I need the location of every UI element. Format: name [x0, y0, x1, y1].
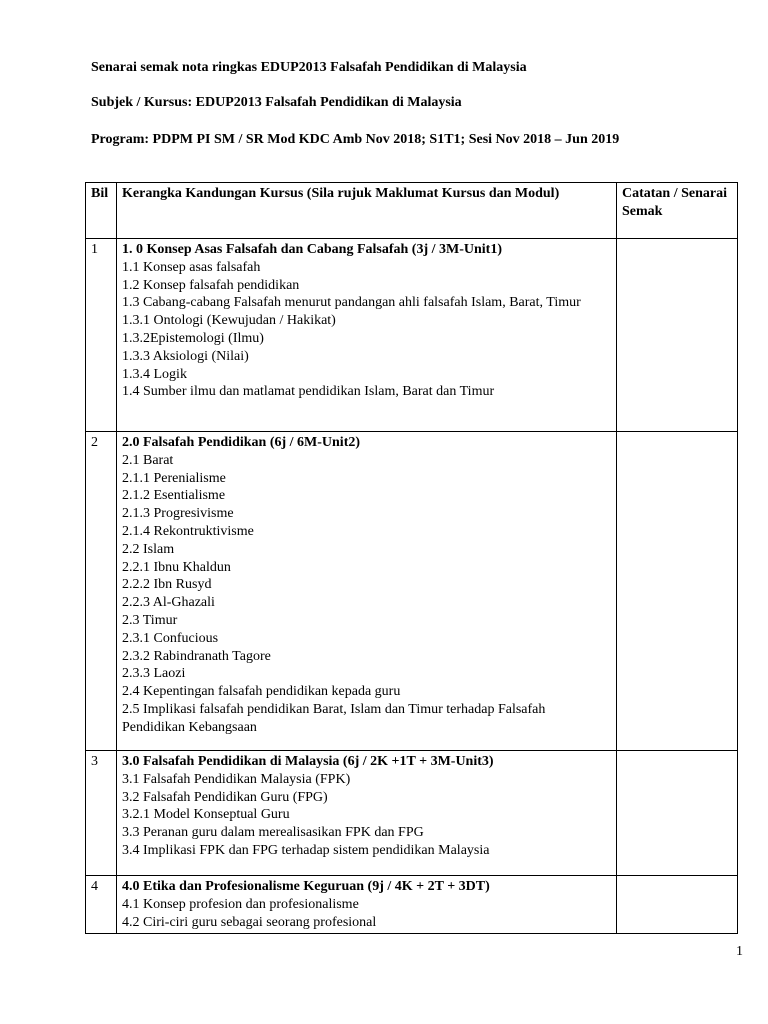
list-item: 2.2.1 Ibnu Khaldun — [122, 559, 231, 575]
list-item: 3.2.1 Model Konseptual Guru — [122, 807, 290, 823]
document-title: Senarai semak nota ringkas EDUP2013 Falsafah Pendidikan di Malaysia — [91, 60, 527, 75]
list-item: 1.3.4 Logik — [122, 366, 187, 382]
list-item: 2.3 Timur — [122, 612, 178, 628]
column-header-content: Kerangka Kandungan Kursus (Sila rujuk Maklumat Kursus dan Modul) — [117, 183, 617, 239]
list-item: 2.1.1 Perenialisme — [122, 470, 226, 486]
list-item: 1.2 Konsep falsafah pendidikan — [122, 277, 300, 293]
list-item: 2.1 Barat — [122, 452, 174, 468]
row-content — [117, 751, 617, 876]
list-item: 3.2 Falsafah Pendidikan Guru (FPG) — [122, 789, 328, 805]
program-line: Program: PDPM PI SM / SR Mod KDC Amb Nov 2018; S1T1; Sesi Nov 2018 – Jun 2019 — [91, 132, 620, 147]
list-item: 1.3.1 Ontologi (Kewujudan / Hakikat) — [122, 313, 336, 329]
list-item: 3.1 Falsafah Pendidikan Malaysia (FPK) — [122, 771, 351, 787]
notes-cell — [617, 432, 738, 751]
row-number: 3 — [86, 751, 117, 876]
notes-cell — [617, 751, 738, 876]
subject-line: Subjek / Kursus: EDUP2013 Falsafah Pendidikan di Malaysia — [91, 95, 462, 110]
table-header-row — [86, 183, 738, 239]
list-item: 2.2.2 Ibn Rusyd — [122, 577, 212, 593]
page-number: 1 — [736, 944, 743, 959]
list-item: 1.4 Sumber ilmu dan matlamat pendidikan Islam, Barat dan Timur — [122, 384, 495, 400]
section-title: 2.0 Falsafah Pendidikan (6j / 6M-Unit2) — [122, 435, 361, 450]
table-row — [86, 876, 738, 934]
list-item: 2.1.3 Progresivisme — [122, 506, 234, 522]
section-title: 4.0 Etika dan Profesionalisme Keguruan (9j / 4K + 2T + 3DT) — [122, 879, 490, 894]
list-item: 2.1.2 Esentialisme — [122, 488, 226, 504]
section-title: 1. 0 Konsep Asas Falsafah dan Cabang Falsafah (3j / 3M-Unit1) — [122, 242, 502, 257]
list-item: 1.3.3 Aksiologi (Nilai) — [122, 348, 249, 364]
list-item: 2.5 Implikasi falsafah pendidikan Barat, Islam dan Timur terhadap Falsafah Pendidikan Kebangsaan — [122, 701, 546, 735]
list-item: 2.3.1 Confucious — [122, 630, 219, 646]
list-item: 1.3 Cabang-cabang Falsafah menurut pandangan ahli falsafah Islam, Barat, Timur — [122, 295, 581, 311]
row-number: 1 — [86, 239, 117, 432]
row-number: 4 — [86, 876, 117, 934]
list-item: 2.2 Islam — [122, 541, 175, 557]
row-content — [117, 432, 617, 751]
column-header-notes: Catatan / Senarai Semak — [617, 183, 738, 239]
list-item: 2.1.4 Rekontruktivisme — [122, 523, 254, 539]
list-item: 3.3 Peranan guru dalam merealisasikan FPK dan FPG — [122, 825, 424, 841]
notes-cell — [617, 876, 738, 934]
list-item: 2.3.2 Rabindranath Tagore — [122, 648, 271, 664]
table-row — [86, 239, 738, 432]
table-row — [86, 751, 738, 876]
list-item: 4.1 Konsep profesion dan profesionalisme — [122, 896, 359, 912]
list-item: 1.1 Konsep asas falsafah — [122, 259, 261, 275]
list-item: 2.4 Kepentingan falsafah pendidikan kepada guru — [122, 684, 401, 700]
list-item: 3.4 Implikasi FPK dan FPG terhadap sistem pendidikan Malaysia — [122, 842, 490, 858]
column-header-bil: Bil — [86, 183, 117, 239]
section-title: 3.0 Falsafah Pendidikan di Malaysia (6j / 2K +1T + 3M-Unit3) — [122, 754, 494, 769]
notes-cell — [617, 239, 738, 432]
list-item: 1.3.2Epistemologi (Ilmu) — [122, 330, 264, 346]
row-content — [117, 239, 617, 432]
table-row — [86, 432, 738, 751]
list-item: 4.2 Ciri-ciri guru sebagai seorang profesional — [122, 914, 377, 930]
row-content — [117, 876, 617, 934]
list-item: 2.3.3 Laozi — [122, 666, 186, 682]
list-item: 2.2.3 Al-Ghazali — [122, 595, 215, 611]
course-checklist-table — [85, 182, 738, 934]
row-number: 2 — [86, 432, 117, 751]
